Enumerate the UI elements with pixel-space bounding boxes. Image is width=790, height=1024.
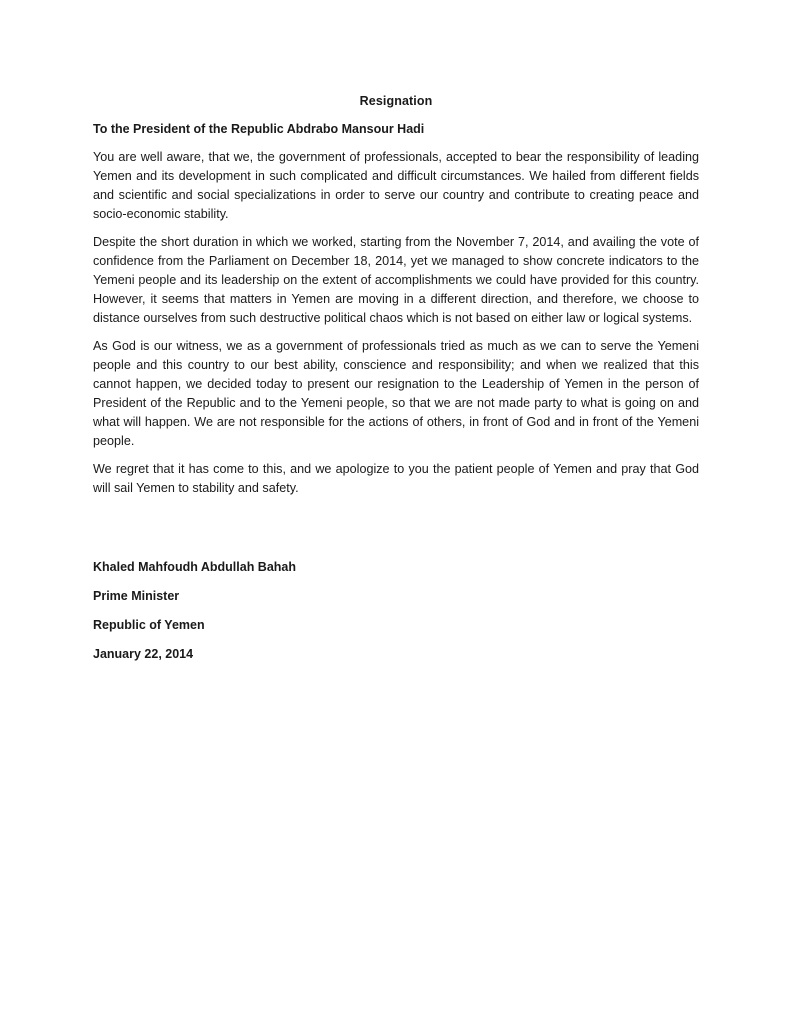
addressee-line: To the President of the Republic Abdrabo Mansour Hadi (93, 122, 425, 136)
signatory-country: Republic of Yemen (93, 618, 205, 632)
paragraph-2: Despite the short duration in which we worked, starting from the November 7, 2014, and availing the vote of confidence from the Parliament on December 18, 2014, yet we managed to show concrete indicators to the Yemeni people and its leadership on the extent of accomplishments we could have provided for this country. However, it seems that matters in Yemen are moving in a different direction, and therefore, we choose to distance ourselves from such destructive political chaos which is not based on either law or logical systems. (93, 235, 699, 325)
letter-body (93, 92, 699, 507)
signature-block (93, 558, 493, 674)
paragraph-1: You are well aware, that we, the government of professionals, accepted to bear the responsibility of leading Yemen and its development in such complicated and difficult circumstances. We hailed from different fields and scientific and social specializations in order to serve our country and contribute to creating peace and socio-economic stability. (93, 150, 699, 221)
paragraph-4: We regret that it has come to this, and we apologize to you the patient people of Yemen and pray that God will sail Yemen to stability and safety. (93, 462, 699, 495)
signatory-position: Prime Minister (93, 589, 180, 603)
signatory-name: Khaled Mahfoudh Abdullah Bahah (93, 560, 297, 574)
document-title: Resignation (359, 94, 433, 108)
paragraph-3: As God is our witness, we as a government of professionals tried as much as we can to serve the Yemeni people and this country to our best ability, conscience and responsibility; and when we realized that this cannot happen, we decided today to present our resignation to the Leadership of Yemen in the person of President of the Republic and to the Yemeni people, so that we are not made party to what is going on and what will happen. We are not responsible for the actions of others, in front of God and in front of the Yemeni people. (93, 339, 699, 448)
document-date: January 22, 2014 (93, 647, 194, 661)
